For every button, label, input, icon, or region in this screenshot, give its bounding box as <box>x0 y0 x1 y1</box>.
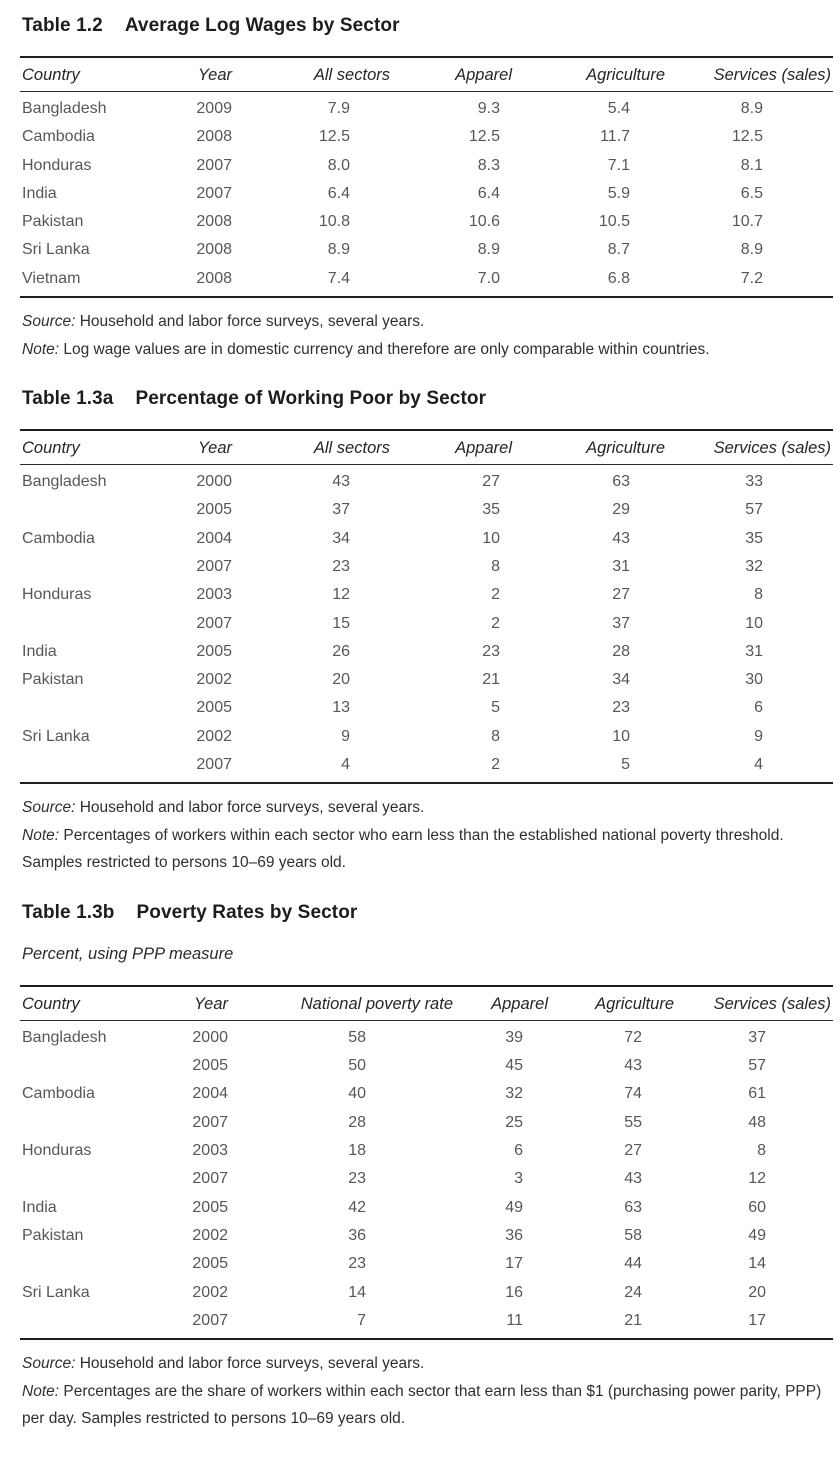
value-cell: 32 <box>745 557 763 575</box>
value-cell: 57 <box>748 1057 766 1075</box>
value-cell: 9 <box>754 727 763 745</box>
value-cell: 31 <box>612 557 630 575</box>
column-header: Country <box>20 430 168 465</box>
column-header: Year <box>168 57 232 92</box>
table-row <box>20 1052 833 1080</box>
value-cell: 20 <box>332 671 350 689</box>
table-row <box>20 123 833 151</box>
year-cell: 2008 <box>196 128 232 146</box>
table-row <box>20 1221 833 1249</box>
value-cell: 7.4 <box>327 269 350 287</box>
value-cell: 6.4 <box>327 184 350 202</box>
table-footnotes <box>22 794 832 877</box>
source-text: Household and labor force surveys, several years. <box>79 1355 425 1373</box>
value-cell: 5.9 <box>607 184 630 202</box>
value-cell: 43 <box>624 1170 642 1188</box>
value-cell: 6.8 <box>607 269 630 287</box>
value-cell: 5 <box>621 756 630 774</box>
value-cell: 10.7 <box>731 213 763 231</box>
table-1-3b-section <box>20 901 833 1433</box>
country-cell: Bangladesh <box>22 100 107 117</box>
note-label: Note: <box>22 340 60 358</box>
source-label: Source: <box>22 313 76 331</box>
value-cell: 36 <box>348 1226 366 1244</box>
year-cell: 2007 <box>192 1311 228 1329</box>
value-cell: 10.6 <box>468 213 500 231</box>
source-label: Source: <box>22 1355 76 1373</box>
value-cell: 63 <box>624 1198 642 1216</box>
note-label: Note: <box>22 1382 60 1400</box>
value-cell: 37 <box>748 1028 766 1046</box>
value-cell: 60 <box>748 1198 766 1216</box>
country-cell <box>20 1306 164 1339</box>
year-cell: 2005 <box>192 1255 228 1273</box>
value-cell: 16 <box>505 1283 523 1301</box>
country-cell: Sri Lanka <box>22 1283 90 1301</box>
value-cell: 29 <box>612 501 630 519</box>
country-cell <box>20 496 168 524</box>
column-header: Agriculture <box>512 430 665 465</box>
table-1-3a-section <box>20 387 833 877</box>
table-row <box>20 179 833 207</box>
country-cell: Honduras <box>22 586 92 604</box>
year-cell: 2007 <box>196 557 232 575</box>
value-cell: 31 <box>745 642 763 660</box>
value-cell: 20 <box>748 1283 766 1301</box>
source-line <box>22 1350 832 1378</box>
note-line <box>22 1378 832 1433</box>
source-label: Source: <box>22 799 76 817</box>
value-cell: 36 <box>505 1226 523 1244</box>
value-cell: 2 <box>491 586 500 604</box>
value-cell: 43 <box>624 1057 642 1075</box>
column-header: All sectors <box>232 57 390 92</box>
year-cell: 2002 <box>196 727 232 745</box>
value-cell: 2 <box>491 756 500 774</box>
table-row <box>20 722 833 750</box>
column-header: Services (sales) <box>674 986 833 1021</box>
value-cell: 35 <box>745 529 763 547</box>
value-cell: 10 <box>612 727 630 745</box>
value-cell: 10 <box>745 614 763 632</box>
column-header: Agriculture <box>512 57 665 92</box>
value-cell: 6 <box>754 699 763 717</box>
value-cell: 57 <box>745 501 763 519</box>
table-row <box>20 1278 833 1306</box>
year-cell: 2005 <box>196 699 232 717</box>
table-footnotes <box>22 308 832 363</box>
value-cell: 23 <box>482 642 500 660</box>
value-cell: 9.3 <box>477 100 500 117</box>
value-cell: 8.9 <box>477 241 500 259</box>
value-cell: 8 <box>491 557 500 575</box>
country-cell <box>20 1250 164 1278</box>
value-cell: 10.5 <box>598 213 630 231</box>
value-cell: 23 <box>348 1170 366 1188</box>
year-cell: 2007 <box>196 756 232 774</box>
year-cell: 2002 <box>196 671 232 689</box>
source-text: Household and labor force surveys, several years. <box>79 799 425 817</box>
header-row <box>20 57 833 92</box>
working-poor-table <box>20 429 833 784</box>
value-cell: 30 <box>745 671 763 689</box>
year-cell: 2005 <box>192 1057 228 1075</box>
table-row <box>20 465 833 496</box>
country-cell <box>20 1108 164 1136</box>
value-cell: 8 <box>491 727 500 745</box>
value-cell: 72 <box>624 1028 642 1046</box>
year-cell: 2007 <box>192 1170 228 1188</box>
value-cell: 27 <box>482 473 500 491</box>
value-cell: 26 <box>332 642 350 660</box>
note-text: Percentages are the share of workers within each sector that earn less than $1 (purchasing power parity, PPP) per day. Samples restricted to persons 10–69 years old. <box>22 1382 822 1428</box>
value-cell: 58 <box>624 1226 642 1244</box>
year-cell: 2005 <box>192 1198 228 1216</box>
value-cell: 12 <box>332 586 350 604</box>
table-label: Table 1.3b <box>22 901 115 923</box>
note-text: Percentages of workers within each sector who earn less than the established national poverty threshold. Samples restricted to persons 10–69 years old. <box>22 826 784 872</box>
value-cell: 6 <box>514 1142 523 1160</box>
value-cell: 61 <box>748 1085 766 1103</box>
table-row <box>20 151 833 179</box>
country-cell: Cambodia <box>22 128 95 146</box>
value-cell: 23 <box>612 699 630 717</box>
value-cell: 12.5 <box>468 128 500 146</box>
value-cell: 24 <box>624 1283 642 1301</box>
value-cell: 10 <box>482 529 500 547</box>
column-header: Country <box>20 57 168 92</box>
value-cell: 6.5 <box>740 184 763 202</box>
year-cell: 2008 <box>196 213 232 231</box>
table-row <box>20 92 833 123</box>
value-cell: 27 <box>612 586 630 604</box>
value-cell: 18 <box>348 1142 366 1160</box>
value-cell: 49 <box>505 1198 523 1216</box>
table-row <box>20 264 833 297</box>
value-cell: 5 <box>491 699 500 717</box>
year-cell: 2000 <box>192 1028 228 1046</box>
year-cell: 2007 <box>196 184 232 202</box>
country-cell: India <box>22 184 57 202</box>
year-cell: 2005 <box>196 501 232 519</box>
value-cell: 25 <box>505 1113 523 1131</box>
value-cell: 35 <box>482 501 500 519</box>
column-header: Apparel <box>453 986 548 1021</box>
value-cell: 13 <box>332 699 350 717</box>
year-cell: 2002 <box>192 1226 228 1244</box>
country-cell <box>20 751 168 784</box>
country-cell: Cambodia <box>22 1085 95 1103</box>
table-title <box>22 901 833 925</box>
value-cell: 44 <box>624 1255 642 1273</box>
note-text: Log wage values are in domestic currency and therefore are only comparable within countries. <box>63 340 710 358</box>
value-cell: 7.1 <box>607 156 630 174</box>
value-cell: 45 <box>505 1057 523 1075</box>
note-label: Note: <box>22 826 60 844</box>
value-cell: 28 <box>348 1113 366 1131</box>
country-cell <box>20 1052 164 1080</box>
value-cell: 10.8 <box>318 213 350 231</box>
country-cell: India <box>22 1198 57 1216</box>
table-row <box>20 1250 833 1278</box>
table-row <box>20 1137 833 1165</box>
value-cell: 42 <box>348 1198 366 1216</box>
table-row <box>20 1020 833 1051</box>
year-cell: 2002 <box>192 1283 228 1301</box>
value-cell: 14 <box>348 1283 366 1301</box>
value-cell: 21 <box>482 671 500 689</box>
country-cell <box>20 694 168 722</box>
year-cell: 2004 <box>192 1085 228 1103</box>
header-row <box>20 986 833 1021</box>
table-title-text: Poverty Rates by Sector <box>136 901 358 923</box>
country-cell <box>20 609 168 637</box>
table-1-2-section <box>20 14 833 363</box>
value-cell: 58 <box>348 1028 366 1046</box>
value-cell: 8.9 <box>740 100 763 117</box>
country-cell: Pakistan <box>22 1226 84 1244</box>
country-cell: Pakistan <box>22 671 84 689</box>
column-header: Services (sales) <box>665 57 833 92</box>
country-cell: Sri Lanka <box>22 727 90 745</box>
value-cell: 43 <box>332 473 350 491</box>
table-title-text: Percentage of Working Poor by Sector <box>135 388 487 410</box>
value-cell: 4 <box>754 756 763 774</box>
value-cell: 34 <box>332 529 350 547</box>
value-cell: 49 <box>748 1226 766 1244</box>
value-cell: 9 <box>341 727 350 745</box>
value-cell: 12 <box>748 1170 766 1188</box>
value-cell: 17 <box>748 1311 766 1329</box>
value-cell: 8 <box>757 1142 766 1160</box>
table-label: Table 1.3a <box>22 388 114 410</box>
value-cell: 50 <box>348 1057 366 1075</box>
value-cell: 6.4 <box>477 184 500 202</box>
table-row <box>20 1108 833 1136</box>
value-cell: 28 <box>612 642 630 660</box>
table-row <box>20 1306 833 1339</box>
country-cell: Honduras <box>22 156 92 174</box>
country-cell: Pakistan <box>22 213 84 231</box>
table-title-text: Average Log Wages by Sector <box>124 15 400 36</box>
value-cell: 3 <box>514 1170 523 1188</box>
year-cell: 2003 <box>192 1142 228 1160</box>
value-cell: 39 <box>505 1028 523 1046</box>
table-row <box>20 208 833 236</box>
value-cell: 21 <box>624 1311 642 1329</box>
column-header: National poverty rate <box>228 986 453 1021</box>
column-header: All sectors <box>232 430 390 465</box>
poverty-rates-table <box>20 985 833 1340</box>
table-row <box>20 1165 833 1193</box>
log-wages-table <box>20 56 833 298</box>
table-title <box>22 387 833 411</box>
value-cell: 8.0 <box>327 156 350 174</box>
table-row <box>20 581 833 609</box>
country-cell: India <box>22 642 57 660</box>
value-cell: 8.7 <box>607 241 630 259</box>
year-cell: 2005 <box>196 642 232 660</box>
country-cell <box>20 552 168 580</box>
table-row <box>20 666 833 694</box>
value-cell: 4 <box>341 756 350 774</box>
country-cell: Sri Lanka <box>22 241 90 259</box>
value-cell: 8.3 <box>477 156 500 174</box>
value-cell: 7.9 <box>327 100 350 117</box>
value-cell: 33 <box>745 473 763 491</box>
value-cell: 63 <box>612 473 630 491</box>
column-header: Services (sales) <box>665 430 833 465</box>
country-cell: Bangladesh <box>22 473 107 491</box>
note-line <box>22 336 832 364</box>
value-cell: 74 <box>624 1085 642 1103</box>
source-line <box>22 794 832 822</box>
table-row <box>20 496 833 524</box>
table-row <box>20 524 833 552</box>
header-row <box>20 430 833 465</box>
column-header: Agriculture <box>548 986 674 1021</box>
value-cell: 17 <box>505 1255 523 1273</box>
year-cell: 2008 <box>196 241 232 259</box>
year-cell: 2004 <box>196 529 232 547</box>
value-cell: 12.5 <box>318 128 350 146</box>
table-row <box>20 637 833 665</box>
value-cell: 12.5 <box>731 128 763 146</box>
year-cell: 2007 <box>196 614 232 632</box>
column-header: Year <box>168 430 232 465</box>
value-cell: 48 <box>748 1113 766 1131</box>
value-cell: 37 <box>612 614 630 632</box>
value-cell: 5.4 <box>607 100 630 117</box>
table-row <box>20 552 833 580</box>
column-header: Country <box>20 986 164 1021</box>
table-row <box>20 694 833 722</box>
value-cell: 55 <box>624 1113 642 1131</box>
table-row <box>20 1193 833 1221</box>
value-cell: 43 <box>612 529 630 547</box>
table-row <box>20 609 833 637</box>
year-cell: 2000 <box>196 473 232 491</box>
value-cell: 34 <box>612 671 630 689</box>
year-cell: 2008 <box>196 269 232 287</box>
country-cell: Honduras <box>22 1142 92 1160</box>
value-cell: 7.0 <box>477 269 500 287</box>
value-cell: 7.2 <box>740 269 763 287</box>
value-cell: 7 <box>357 1311 366 1329</box>
table-subtitle: Percent, using PPP measure <box>22 944 234 963</box>
source-line <box>22 308 832 336</box>
value-cell: 2 <box>491 614 500 632</box>
value-cell: 11 <box>506 1311 523 1329</box>
table-row <box>20 236 833 264</box>
year-cell: 2007 <box>196 156 232 174</box>
column-header: Apparel <box>390 57 512 92</box>
table-row <box>20 1080 833 1108</box>
value-cell: 8 <box>754 586 763 604</box>
country-cell: Bangladesh <box>22 1028 107 1046</box>
table-title <box>22 14 833 38</box>
table-label: Table 1.2 <box>22 15 103 36</box>
country-cell: Vietnam <box>22 269 81 287</box>
value-cell: 23 <box>348 1255 366 1273</box>
column-header: Apparel <box>390 430 512 465</box>
value-cell: 27 <box>624 1142 642 1160</box>
value-cell: 32 <box>505 1085 523 1103</box>
value-cell: 8.9 <box>740 241 763 259</box>
year-cell: 2009 <box>196 100 232 117</box>
value-cell: 37 <box>332 501 350 519</box>
note-line <box>22 822 832 877</box>
table-row <box>20 751 833 784</box>
source-text: Household and labor force surveys, several years. <box>79 313 425 331</box>
value-cell: 23 <box>332 557 350 575</box>
value-cell: 15 <box>332 614 350 632</box>
country-cell <box>20 1165 164 1193</box>
column-header: Year <box>164 986 228 1021</box>
value-cell: 14 <box>748 1255 766 1273</box>
value-cell: 11.7 <box>600 128 630 146</box>
table-footnotes <box>22 1350 832 1433</box>
year-cell: 2007 <box>192 1113 228 1131</box>
value-cell: 8.9 <box>327 241 350 259</box>
country-cell: Cambodia <box>22 529 95 547</box>
year-cell: 2003 <box>196 586 232 604</box>
value-cell: 40 <box>348 1085 366 1103</box>
value-cell: 8.1 <box>740 156 763 174</box>
